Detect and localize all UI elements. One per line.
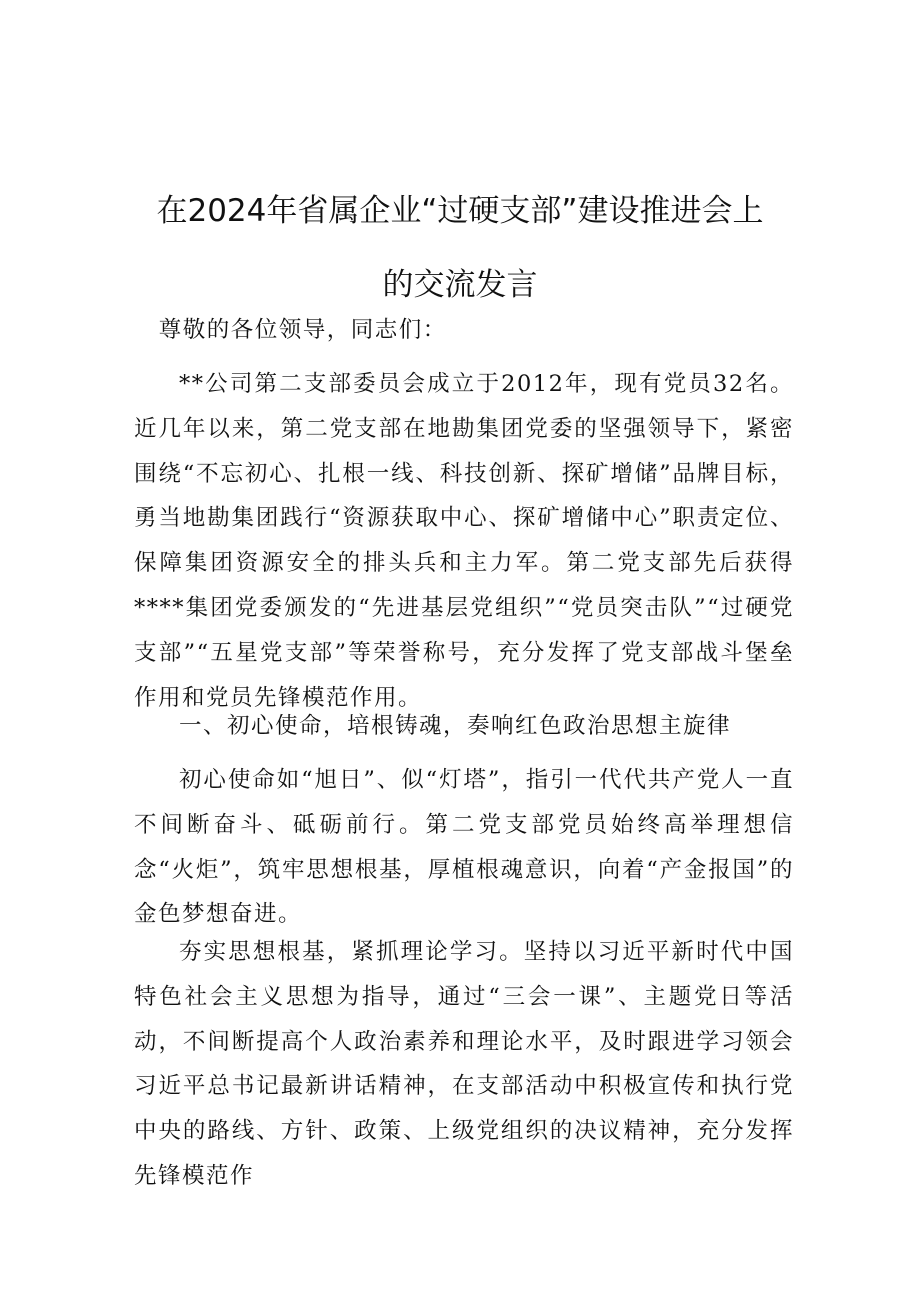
salutation: 尊敬的各位领导，同志们： bbox=[158, 317, 447, 343]
section-heading-1: 一、初心使命，培根铸魂，奏响红色政治思想主旋律 bbox=[179, 713, 732, 739]
paragraph-mission: 初心使命如“旭日”、似“灯塔”，指引一代代共产党人一直不间断奋斗、砥砺前行。第二党支部党员始终高举理想信念“火炬”，筑牢思想根基，厚植根魂意识，向着“产金报国”的金色梦想奋进。 bbox=[134, 767, 794, 928]
document-title-line-1: 在2024年省属企业“过硬支部”建设推进会上 bbox=[156, 193, 764, 229]
paragraph-intro: **公司第二支部委员会成立于2012年，现有党员32名。近几年以来，第二党支部在地勘集团党委的坚强领导下，紧密围绕“不忘初心、扎根一线、科技创新、探矿增储”品牌目标，勇当地勘集团践行“资源获取中心、探矿增储中心”职责定位、保障集团资源安全的排头兵和主力军。第二党支部先后获得****集团党委颁发的“先进基层党组织”“党员突击队”“过硬党支部”“五星党支部”等荣誉称号，充分发挥了党支部战斗堡垒作用和党员先锋模范作用。 bbox=[134, 371, 794, 711]
document-title-line-2: 的交流发言 bbox=[382, 267, 538, 303]
paragraph-theory-study: 夯实思想根基，紧抓理论学习。坚持以习近平新时代中国特色社会主义思想为指导，通过“三会一课”、主题党日等活动，不间断提高个人政治素养和理论水平，及时跟进学习领会习近平总书记最新讲话精神，在支部活动中积极宣传和执行党中央的路线、方针、政策、上级党组织的决议精神，充分发挥先锋模范作 bbox=[134, 939, 794, 1189]
